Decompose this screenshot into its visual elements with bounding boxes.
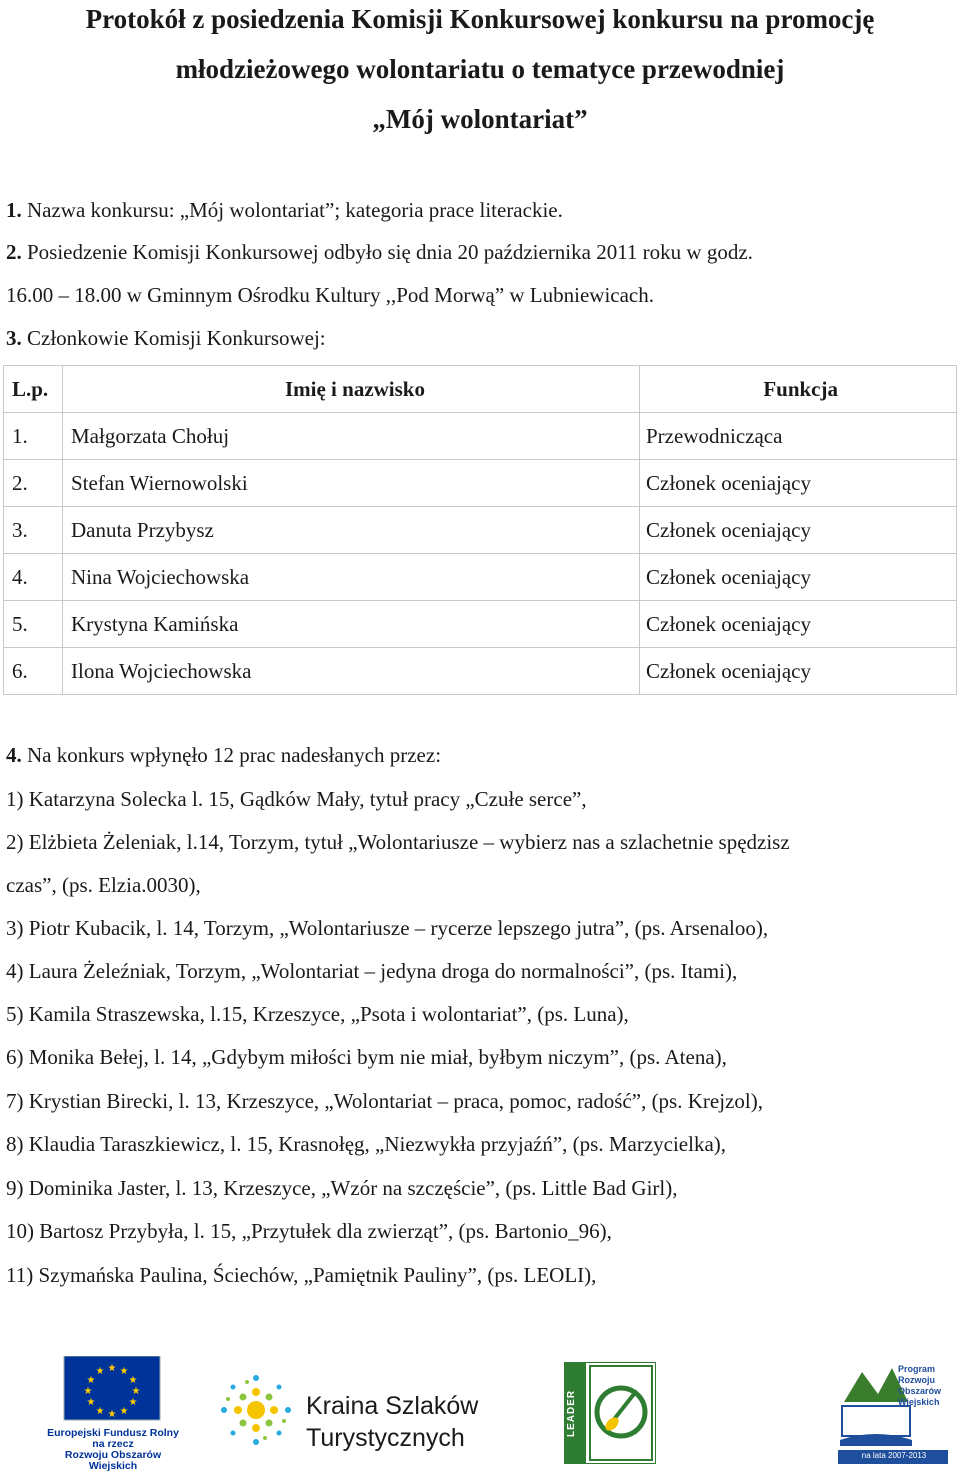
row-name: Małgorzata Chołuj	[63, 413, 640, 460]
section-2-text: Posiedzenie Komisji Konkursowej odbyło się dnia 20 października 2011 roku w godz.	[21, 240, 753, 264]
list-item: czas”, (ps. Elzia.0030),	[6, 873, 201, 897]
svg-text:★: ★	[83, 1386, 93, 1397]
eu-logo-text-1: Europejski Fundusz Rolny	[47, 1427, 179, 1439]
list-item: 10) Bartosz Przybyła, l. 15, „Przytułek dla zwierząt”, (ps. Bartonio_96),	[6, 1219, 612, 1243]
section-4-number: 4.	[6, 743, 22, 767]
table-row	[4, 554, 957, 601]
list-item: 3) Piotr Kubacik, l. 14, Torzym, „Wolontariusze – rycerze lepszego jutra”, (ps. Arsenaloo),	[6, 916, 769, 940]
row-function: Członek oceniający	[640, 460, 957, 507]
list-item: 2) Elżbieta Żeleniak, l.14, Torzym, tytuł „Wolontariusze – wybierz nas a szlachetnie spędzisz	[6, 830, 790, 854]
section-2	[6, 239, 753, 265]
table-row	[4, 413, 957, 460]
svg-text:★: ★	[107, 1363, 117, 1374]
title-line-3: „Mój wolontariat”	[372, 104, 588, 134]
committee-table	[3, 365, 957, 695]
prow-logo-text-5: na lata 2007-2013	[861, 1451, 927, 1460]
row-name: Krystyna Kamińska	[63, 601, 640, 648]
row-function: Członek oceniający	[640, 554, 957, 601]
table-row	[4, 507, 957, 554]
eu-logo-text-2: na rzecz	[92, 1438, 134, 1450]
table-header-row	[4, 366, 957, 413]
sun-dots-icon	[216, 1362, 296, 1462]
section-1	[6, 197, 563, 223]
row-lp: 6.	[4, 648, 63, 695]
row-function: Przewodnicząca	[640, 413, 957, 460]
list-item: 6) Monika Bełej, l. 14, „Gdybym miłości bym nie miał, byłbym niczym”, (ps. Atena),	[6, 1045, 727, 1069]
table-row	[4, 648, 957, 695]
leader-logo	[564, 1362, 656, 1464]
section-4	[6, 742, 441, 768]
row-function: Członek oceniający	[640, 507, 957, 554]
footer-logos	[0, 1340, 960, 1472]
prow-logo-text-3: Obszarów	[898, 1386, 942, 1396]
header-function: Funkcja	[640, 366, 957, 413]
svg-text:★: ★	[86, 1397, 96, 1408]
eu-logo-text-3: Rozwoju Obszarów Wiejskich	[64, 1449, 162, 1472]
list-item: 5) Kamila Straszewska, l.15, Krzeszyce, „Psota i wolontariat”, (ps. Luna),	[6, 1002, 629, 1026]
row-lp: 3.	[4, 507, 63, 554]
header-name: Imię i nazwisko	[63, 366, 640, 413]
svg-text:★: ★	[95, 1366, 105, 1377]
svg-text:★: ★	[131, 1386, 141, 1397]
eu-fund-logo	[40, 1356, 186, 1472]
prow-logo	[838, 1362, 948, 1464]
title-line-2: młodzieżowego wolontariatu o tematyce przewodniej	[175, 54, 785, 84]
kraina-szlakow-logo	[216, 1362, 506, 1462]
section-1-text: Nazwa konkursu: „Mój wolontariat”; kategoria prace literackie.	[21, 198, 563, 222]
svg-text:★: ★	[86, 1375, 96, 1386]
section-3-number: 3.	[6, 326, 22, 350]
list-item: 11) Szymańska Paulina, Ściechów, „Pamiętnik Pauliny”, (ps. LEOLI),	[6, 1263, 597, 1287]
svg-text:★: ★	[128, 1375, 138, 1386]
list-item: 9) Dominika Jaster, l. 13, Krzeszyce, „Wzór na szczęście”, (ps. Little Bad Girl),	[6, 1176, 678, 1200]
prow-logo-text-1: Program	[898, 1364, 936, 1374]
section-2-number: 2.	[6, 240, 22, 264]
table-row	[4, 601, 957, 648]
svg-text:★: ★	[95, 1406, 105, 1417]
section-1-number: 1.	[6, 198, 22, 222]
list-item: 8) Klaudia Taraszkiewicz, l. 15, Krasnołęg, „Niezwykła przyjaźń”, (ps. Marzycielka),	[6, 1132, 727, 1156]
kraina-logo-text-1: Kraina Szlaków	[306, 1392, 479, 1420]
prow-logo-text-2: Rozwoju	[898, 1375, 935, 1385]
title-line-1: Protokół z posiedzenia Komisji Konkursowej konkursu na promocję	[85, 4, 875, 34]
kraina-logo-text-2: Turystycznych	[306, 1424, 465, 1452]
section-4-text: Na konkurs wpłynęło 12 prac nadesłanych przez:	[21, 743, 442, 767]
section-2-continuation: 16.00 – 18.00 w Gminnym Ośrodku Kultury ,,Pod Morwą” w Lubniewicach.	[6, 283, 655, 307]
table-row	[4, 460, 957, 507]
row-lp: 2.	[4, 460, 63, 507]
row-name: Danuta Przybysz	[63, 507, 640, 554]
svg-text:★: ★	[119, 1366, 129, 1377]
row-name: Ilona Wojciechowska	[63, 648, 640, 695]
list-item: 4) Laura Żeleźniak, Torzym, „Wolontariat – jedyna droga do normalności”, (ps. Itami),	[6, 959, 738, 983]
row-name: Stefan Wiernowolski	[63, 460, 640, 507]
row-function: Członek oceniający	[640, 601, 957, 648]
header-lp: L.p.	[4, 366, 63, 413]
svg-text:★: ★	[119, 1406, 129, 1417]
row-lp: 1.	[4, 413, 63, 460]
svg-text:★: ★	[128, 1397, 138, 1408]
list-item: 1) Katarzyna Solecka l. 15, Gądków Mały, tytuł pracy „Czułe serce”,	[6, 787, 587, 811]
row-name: Nina Wojciechowska	[63, 554, 640, 601]
list-item: 7) Krystian Birecki, l. 13, Krzeszyce, „Wolontariat – praca, pomoc, radość”, (ps. Krejzol),	[6, 1089, 763, 1113]
section-3-text: Członkowie Komisji Konkursowej:	[21, 326, 326, 350]
leader-logo-text: LEADER	[566, 1389, 577, 1437]
svg-text:★: ★	[107, 1409, 117, 1420]
row-function: Członek oceniający	[640, 648, 957, 695]
document-title	[0, 0, 960, 144]
section-3	[6, 325, 326, 351]
row-lp: 5.	[4, 601, 63, 648]
row-lp: 4.	[4, 554, 63, 601]
prow-logo-text-4: Wiejskich	[898, 1397, 940, 1407]
